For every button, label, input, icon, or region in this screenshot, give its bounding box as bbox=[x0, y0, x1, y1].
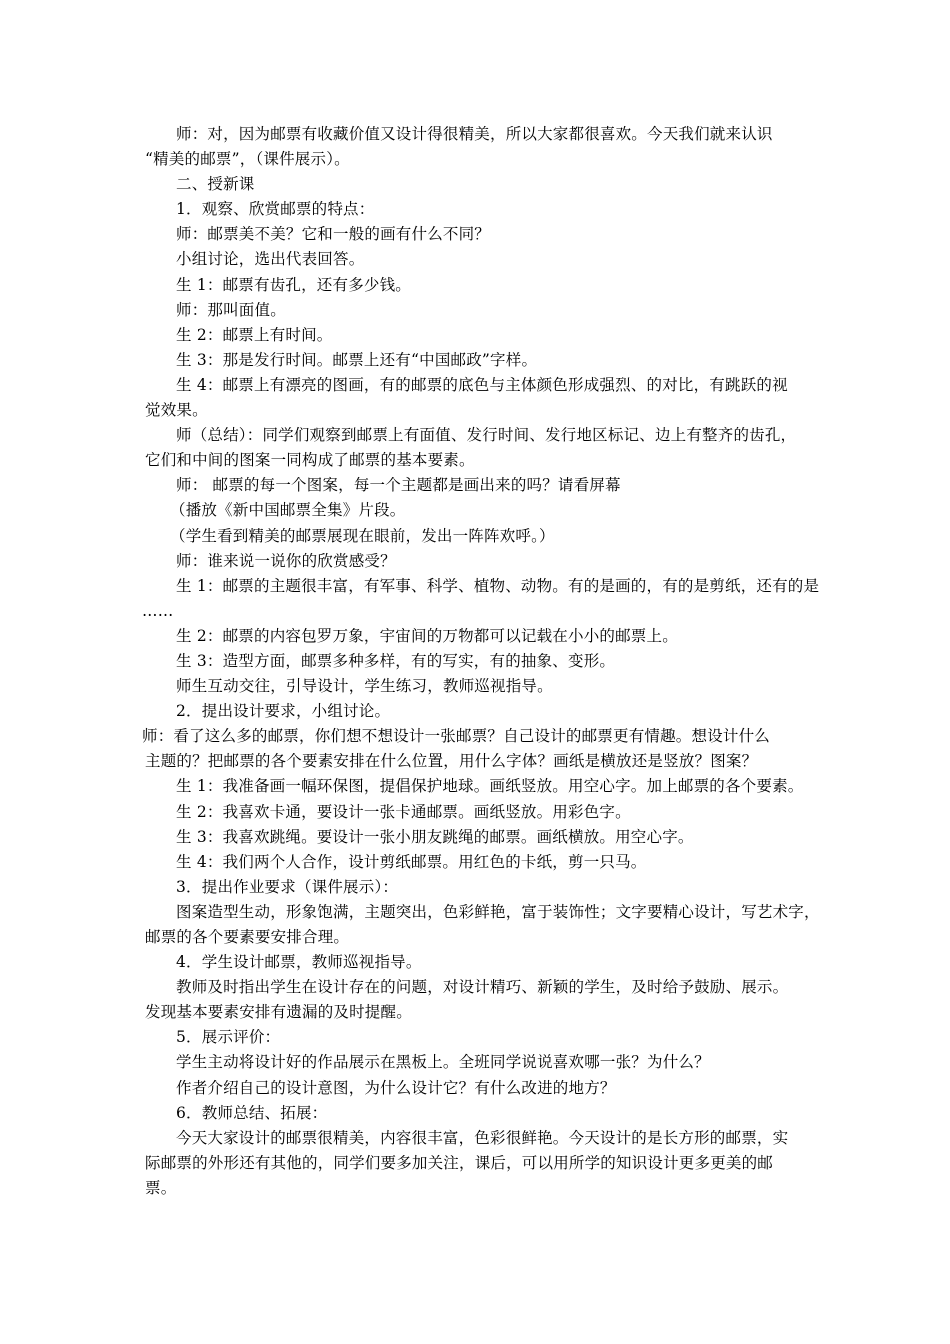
text-line: 主题的？把邮票的各个要素安排在什么位置，用什么字体？画纸是横放还是竖放？图案？ bbox=[145, 752, 758, 771]
text-line: 师：对，因为邮票有收藏价值又设计得很精美，所以大家都很喜欢。今天我们就来认识 bbox=[176, 125, 773, 143]
text-line: 学生主动将设计好的作品展示在黑板上。全班同学说说喜欢哪一张？为什么？ bbox=[176, 1053, 710, 1072]
text-line: 生 3：造型方面，邮票多种多样，有的写实，有的抽象、变形。 bbox=[176, 651, 616, 670]
text-line: 生 3：那是发行时间。邮票上还有“中国邮政”字样。 bbox=[176, 350, 538, 369]
text-line: 生 2：我喜欢卡通，要设计一张卡通邮票。画纸竖放。用彩色字。 bbox=[176, 802, 631, 821]
text-line: 票。 bbox=[145, 1178, 177, 1197]
text-line: 生 1：邮票的主题很丰富，有军事、科学、植物、动物。有的是画的，有的是剪纸，还有的是 bbox=[176, 576, 820, 595]
text-line: 师：邮票美不美？它和一般的画有什么不同？ bbox=[176, 225, 491, 244]
text-line: 5．展示评价： bbox=[176, 1028, 281, 1047]
text-line: 师：谁来说一说你的欣赏感受？ bbox=[176, 551, 396, 570]
text-line: 觉效果。 bbox=[145, 401, 208, 420]
text-line: 小组讨论，选出代表回答。 bbox=[176, 250, 365, 269]
text-line: （学生看到精美的邮票展现在眼前，发出一阵阵欢呼。） bbox=[170, 526, 555, 545]
text-line: 师： 邮票的每一个图案，每一个主题都是画出来的吗？请看屏幕 bbox=[176, 476, 621, 495]
text-line: 生 4：邮票上有漂亮的图画，有的邮票的底色与主体颜色形成强烈、的对比，有跳跃的视 bbox=[176, 375, 788, 394]
text-line: 发现基本要素安排有遗漏的及时提醒。 bbox=[145, 1003, 412, 1022]
text-line: 师（总结）：同学们观察到邮票上有面值、发行时间、发行地区标记、边上有整齐的齿孔， bbox=[176, 426, 797, 445]
text-line: 生 2：邮票上有时间。 bbox=[176, 325, 333, 344]
text-line: 生 1：我准备画一幅环保图，提倡保护地球。画纸竖放。用空心字。加上邮票的各个要素。 bbox=[176, 777, 804, 796]
text-line: （播放《新中国邮票全集》片段。 bbox=[170, 501, 406, 520]
text-line: 邮票的各个要素要安排合理。 bbox=[145, 928, 350, 946]
text-line: 图案造型生动，形象饱满，主题突出，色彩鲜艳，富于装饰性；文字要精心设计，写艺术字， bbox=[176, 902, 820, 921]
text-line: 师生互动交往，引导设计，学生练习，教师巡视指导。 bbox=[176, 677, 553, 696]
text-line: 生 3：我喜欢跳绳。要设计一张小朋友跳绳的邮票。画纸横放。用空心字。 bbox=[176, 827, 694, 846]
text-line: 6．教师总结、拓展： bbox=[176, 1103, 328, 1122]
text-line: “精美的邮票”，（课件展示）。 bbox=[145, 150, 350, 169]
text-line: 2．提出设计要求，小组讨论。 bbox=[176, 702, 391, 721]
text-line: 生 4：我们两个人合作，设计剪纸邮票。用红色的卡纸，剪一只马。 bbox=[176, 852, 647, 871]
text-line: 际邮票的外形还有其他的，同学们要多加关注，课后，可以用所学的知识设计更多更美的邮 bbox=[145, 1153, 774, 1172]
text-line: 生 1：邮票有齿孔，还有多少钱。 bbox=[176, 275, 411, 294]
document-body bbox=[142, 122, 820, 1201]
text-line: 师：看了这么多的邮票，你们想不想设计一张邮票？自己设计的邮票更有情趣。想设计什么 bbox=[142, 727, 771, 746]
text-line: 师：那叫面值。 bbox=[176, 300, 286, 319]
text-line: 4．学生设计邮票，教师巡视指导。 bbox=[176, 953, 422, 972]
text-line: 二、授新课 bbox=[176, 175, 255, 194]
text-line: 作者介绍自己的设计意图，为什么设计它？有什么改进的地方？ bbox=[176, 1078, 616, 1097]
text-line: …… bbox=[142, 601, 174, 620]
text-line: 3．提出作业要求（课件展示）： bbox=[176, 877, 399, 896]
text-line: 今天大家设计的邮票很精美，内容很丰富，色彩很鲜艳。今天设计的是长方形的邮票，实 bbox=[176, 1128, 789, 1147]
text-line: 1．观察、欣赏邮票的特点： bbox=[176, 200, 375, 219]
text-line: 教师及时指出学生在设计存在的问题，对设计精巧、新颖的学生，及时给予鼓励、展示。 bbox=[176, 978, 789, 997]
text-line: 它们和中间的图案一同构成了邮票的基本要素。 bbox=[145, 451, 475, 470]
text-line: 生 2：邮票的内容包罗万象，宇宙间的万物都可以记载在小小的邮票上。 bbox=[176, 626, 678, 645]
